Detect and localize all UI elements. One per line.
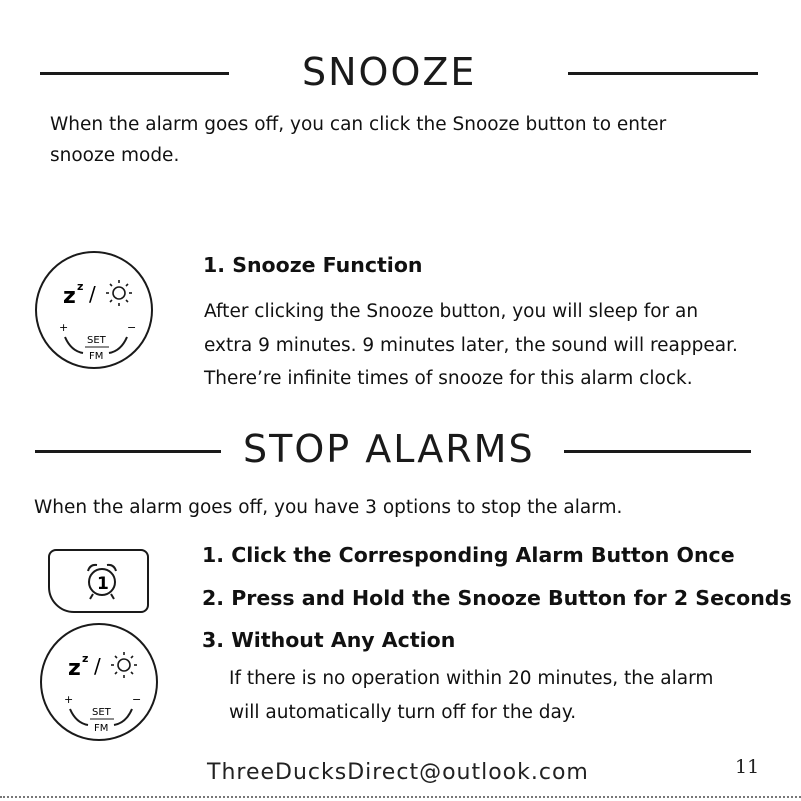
footer-email: ThreeDucksDirect@outlook.com [207,760,589,785]
svg-text:z: z [82,652,89,665]
alarm-number: 1 [97,574,109,594]
stop-rule-left [35,450,221,453]
slash-glyph: / [89,282,96,306]
sun-icon [111,652,137,678]
snooze-intro-line2: snooze mode. [50,145,180,166]
snooze-intro-line1: When the alarm goes off, you can click the Snooze button to enter [50,114,667,135]
snooze-function-line2: extra 9 minutes. 9 minutes later, the sound will reappear. [204,335,738,356]
svg-text:+: + [64,693,74,706]
stop-option-3-line2: will automatically turn off for the day. [229,702,577,723]
zz-sup-glyph: z [77,280,84,293]
snooze-function-line3: There’re infinite times of snooze for this alarm clock. [204,368,693,389]
svg-text:SET: SET [92,707,111,718]
stop-option-3-line1: If there is no operation within 20 minutes, the alarm [229,668,714,689]
set-label: SET [87,335,106,346]
bottom-rule [0,796,801,798]
svg-text:−: − [132,693,142,706]
zz-glyph: z [63,284,76,309]
svg-text:z: z [68,656,81,681]
stop-rule-right [564,450,751,453]
page-number: 11 [735,756,760,778]
stop-option-1: 1. Click the Corresponding Alarm Button Once [202,543,735,567]
fm-label: FM [89,351,104,362]
plus-glyph: + [59,321,69,334]
snooze-rule-left [40,72,229,75]
snooze-knob-icon-2 [40,623,158,741]
snooze-function-title: 1. Snooze Function [203,253,423,277]
stop-intro: When the alarm goes off, you have 3 options to stop the alarm. [34,497,623,518]
snooze-knob-icon [35,251,153,369]
sun-icon [106,280,132,306]
stop-option-2: 2. Press and Hold the Snooze Button for 2 Seconds [202,586,792,610]
stop-alarms-heading: STOP ALARMS [243,427,535,471]
svg-text:/: / [94,654,101,678]
snooze-heading: SNOOZE [302,50,477,94]
minus-glyph: − [127,321,137,334]
svg-text:FM: FM [94,723,109,734]
stop-option-3: 3. Without Any Action [202,628,456,652]
snooze-function-line1: After clicking the Snooze button, you will sleep for an [204,301,699,322]
snooze-rule-right [568,72,758,75]
alarm-button-icon [48,549,149,613]
